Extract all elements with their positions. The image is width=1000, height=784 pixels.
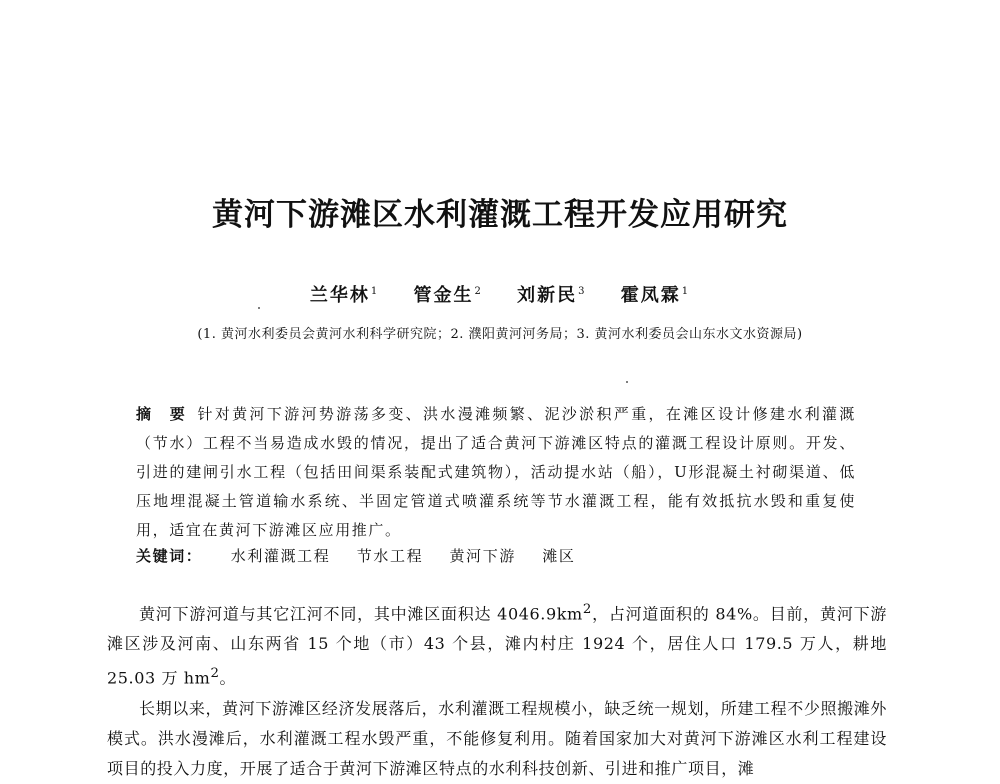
keyword-item: 滩区 bbox=[542, 547, 576, 565]
author-1 bbox=[310, 281, 379, 307]
author-name: 兰华林 bbox=[309, 285, 370, 306]
affiliation-mark: 1 bbox=[370, 286, 380, 297]
author-2 bbox=[413, 281, 482, 307]
body-paragraph-1: 黄河下游河道与其它江河不同，其中滩区面积达 $4046.9km^2$，占河道面积的 84%。目前，黄河下游滩区涉及河南、山东两省 15 个地（市）43 个县，滩内村庄 1924 个，居住人口 179.5 万人，耕地 25.03 万 $hm^2$。 bbox=[107, 602, 887, 688]
author-name: 管金生 bbox=[413, 285, 474, 306]
abstract-label: 摘 要 bbox=[136, 405, 192, 423]
keywords bbox=[136, 544, 856, 568]
keyword-item: 节水工程 bbox=[356, 547, 424, 565]
article-title: 黄河下游滩区水利灌溉工程开发应用研究 bbox=[212, 197, 788, 233]
affiliation-line: (1. 黄河水利委员会黄河水利科学研究院；2. 濮阳黄河河务局；3. 黄河水利委员会山东水文水资源局) bbox=[197, 327, 803, 342]
abstract bbox=[136, 400, 856, 545]
keyword-item: 黄河下游 bbox=[449, 547, 516, 565]
abstract-text: 针对黄河下游河势游荡多变、洪水漫滩频繁、泥沙淤积严重，在滩区设计修建水利灌溉（节水）工程不当易造成水毁的情况，提出了适合黄河下游滩区特点的灌溉工程设计原则。开发、引进的建闸引水工程（包括田间渠系装配式建筑物），活动提水站（船），U形混凝土衬砌渠道、低压地埋混凝土管道输水系统、半固定管道式喷灌系统等节水灌溉工程，能有效抵抗水毁和重复使用，适宜在黄河下游滩区应用推广。 bbox=[136, 405, 856, 539]
keyword-item: 水利灌溉工程 bbox=[230, 547, 331, 565]
author-3 bbox=[517, 281, 586, 307]
scan-speck bbox=[626, 381, 628, 383]
scan-speck bbox=[258, 307, 260, 309]
body-paragraph-2: 长期以来，黄河下游滩区经济发展落后，水利灌溉工程规模小，缺乏统一规划，所建工程不少照搬滩外模式。洪水漫滩后，水利灌溉工程水毁严重，不能修复利用。随着国家加大对黄河下游滩区水利工程建设项目的投入力度，开展了适合于黄河下游滩区特点的水利科技创新、引进和推广项目，滩 bbox=[107, 698, 887, 778]
keywords-label: 关键词： bbox=[136, 547, 203, 565]
author-name: 刘新民 bbox=[517, 285, 578, 306]
author-4 bbox=[621, 281, 690, 307]
affiliation-mark: 2 bbox=[474, 286, 483, 297]
body-text bbox=[107, 595, 887, 784]
affiliation-mark: 1 bbox=[681, 286, 691, 297]
author-name: 霍凤霖 bbox=[620, 285, 681, 306]
affiliation-mark: 3 bbox=[578, 286, 587, 297]
author-list bbox=[0, 281, 1000, 307]
